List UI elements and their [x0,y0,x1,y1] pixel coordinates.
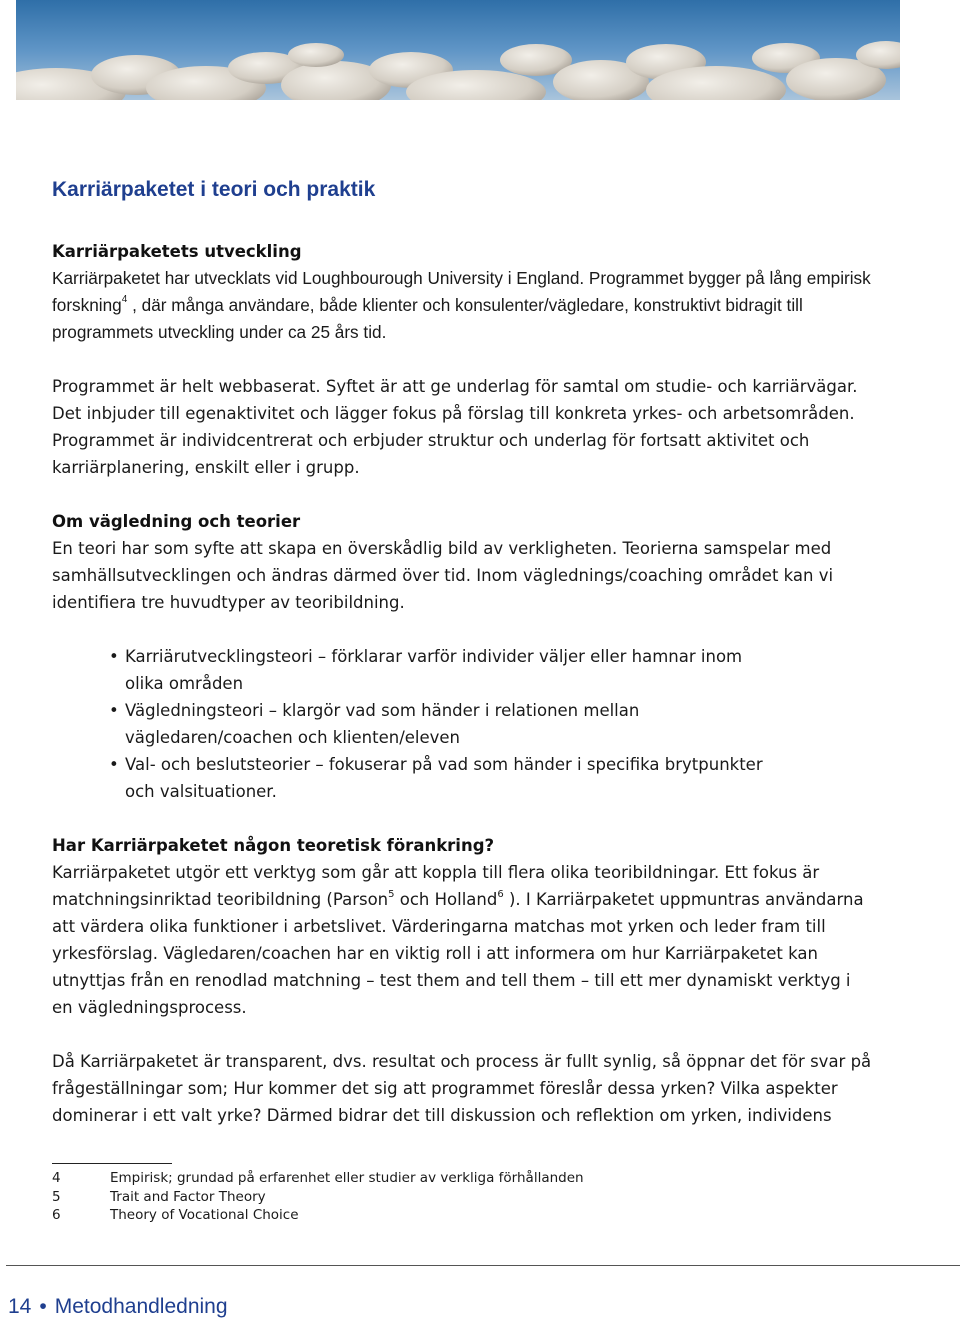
development-paragraph: Karriärpaketet har utvecklats vid Loughbourough University i England. Programmet bygger på lång empirisk forskning$^4$ , där många användare, både klienter och konsulenter/vägledare, konstruktivt bidragit till programmets utveckling under ca 25 års tid. [52,268,871,342]
section-heading-development: Karriärpaketets utveckling [52,242,302,261]
page-number: 14 [8,1295,32,1318]
footnote-6: 6 Theory of Vocational Choice [52,1207,299,1223]
bullet-icon: • [109,701,119,720]
footnote-divider [52,1163,172,1164]
list-item: • Vägledningsteori – klargör vad som händer i relationen mellan vägledaren/coachen och klienten/eleven [109,697,872,751]
main-content [52,176,872,1129]
anchoring-paragraph: Karriärpaketet utgör ett verktyg som går att koppla till flera olika teoribildningar. Ett fokus är matchningsinriktad teoribildning (Parson$^5$ och Holland$^6$ ). I Karriärpaketet uppmuntras användarna att värdera olika funktioner i arbetslivet. Värderingarna matchas mot yrken och leder fram till yrkesförslag. Vägledaren/coachen har en viktig roll i att informera om hur Karriärpaketet kan utnyttjas från en renodlad matchning – test them and tell them – till ett mer dynamiskt verktyg i en vägledningsprocess. [52,863,864,1017]
footnote-5: 5 Trait and Factor Theory [52,1188,266,1205]
footnote-ref-5: 5 [388,888,395,900]
footer-divider [6,1265,960,1266]
transparency-paragraph: Då Karriärpaketet är transparent, dvs. resultat och process är fullt synlig, så öppnar det för svar på frågeställningar som; Hur kommer det sig att programmet föreslår dessa yrken? Vilka aspekter dominerar i ett valt yrke? Därmed bidrar det till diskussion och reflektion om yrken, individens [52,1052,872,1125]
list-item: • Karriärutvecklingsteori – förklarar varför individer väljer eller hamnar inom olika områden [109,643,872,697]
page-title: Karriärpaketet i teori och praktik [52,178,376,201]
publication-name: Metodhandledning [54,1295,228,1318]
section-heading-theories: Om vägledning och teorier [52,512,301,531]
section-heading-theoretical-anchoring: Har Karriärpaketet någon teoretisk förankring? [52,836,495,855]
web-based-paragraph: Programmet är helt webbaserat. Syftet är att ge underlag för samtal om studie- och karriärvägar. Det inbjuder till egenaktivitet och lägger fokus på förslag till konkreta yrkes- och arbetsområden. Programmet är individcentrerat och erbjuder struktur och underlag för fortsatt aktivitet och karriärplanering, enskilt eller i grupp. [52,377,858,477]
footnote-4: 4 Empirisk; grundad på erfarenhet eller studier av verkliga förhållanden [52,1170,584,1186]
page-footer [8,1293,228,1321]
theories-paragraph: En teori har som syfte att skapa en överskådlig bild av verkligheten. Teorierna samspelar med samhällsutvecklingen och ändras därmed över tid. Inom väglednings/coaching området kan vi identifiera tre huvudtyper av teoribildning. [52,539,834,612]
footnote-ref-6: 6 [497,888,504,900]
list-item: • Val- och beslutsteorier – fokuserar på vad som händer i specifika brytpunkter och valsituationer. [109,751,872,805]
theory-type-list [52,643,872,805]
footnote-ref-4: 4 [121,294,128,306]
bullet-icon: • [109,755,119,774]
footer-separator: • [39,1295,47,1318]
header-banner-image [16,0,900,100]
footnotes [52,1169,852,1225]
bullet-icon: • [109,647,119,666]
pebbles-beach-illustration [16,0,900,100]
